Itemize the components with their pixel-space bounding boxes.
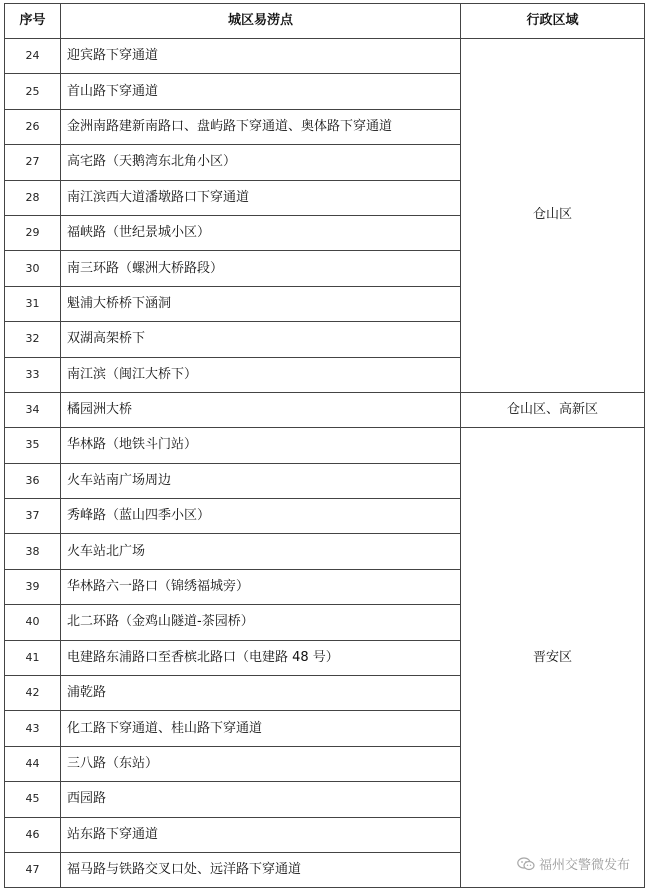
row-location: 南三环路（螺洲大桥路段）	[61, 251, 461, 286]
row-location: 双湖高架桥下	[61, 322, 461, 357]
row-location: 华林路六一路口（锦绣福城旁）	[61, 569, 461, 604]
row-number: 39	[5, 569, 61, 604]
row-number: 35	[5, 428, 61, 463]
row-number: 28	[5, 180, 61, 215]
row-location: 迎宾路下穿通道	[61, 39, 461, 74]
row-location: 站东路下穿通道	[61, 817, 461, 852]
row-number: 36	[5, 463, 61, 498]
row-number: 45	[5, 782, 61, 817]
row-number: 24	[5, 39, 61, 74]
row-location: 南江滨（闽江大桥下）	[61, 357, 461, 392]
header-location: 城区易涝点	[61, 4, 461, 39]
row-number: 25	[5, 74, 61, 109]
row-location: 西园路	[61, 782, 461, 817]
row-location: 南江滨西大道潘墩路口下穿通道	[61, 180, 461, 215]
row-number: 31	[5, 286, 61, 321]
watermark	[517, 854, 630, 873]
row-number: 47	[5, 852, 61, 887]
row-location: 化工路下穿通道、桂山路下穿通道	[61, 711, 461, 746]
row-location: 金洲南路建新南路口、盘屿路下穿通道、奥体路下穿通道	[61, 109, 461, 144]
row-location: 三八路（东站）	[61, 746, 461, 781]
watermark-text: 福州交警微发布	[538, 858, 630, 873]
row-number: 33	[5, 357, 61, 392]
row-number: 30	[5, 251, 61, 286]
row-number: 32	[5, 322, 61, 357]
district-cell-jinan: 晋安区	[461, 428, 645, 888]
row-number: 44	[5, 746, 61, 781]
waterlogging-table	[4, 3, 645, 888]
row-location: 橘园洲大桥	[61, 392, 461, 427]
row-number: 27	[5, 145, 61, 180]
row-location: 秀峰路（蓝山四季小区）	[61, 499, 461, 534]
row-location: 福峡路（世纪景城小区）	[61, 215, 461, 250]
district-cell-cangshan-gaoxin: 仓山区、高新区	[461, 392, 645, 427]
header-seq: 序号	[5, 4, 61, 39]
wechat-icon	[517, 857, 535, 871]
row-location: 火车站北广场	[61, 534, 461, 569]
row-location: 华林路（地铁斗门站）	[61, 428, 461, 463]
district-cell-cangshan: 仓山区	[461, 39, 645, 393]
row-number: 26	[5, 109, 61, 144]
row-location: 福马路与铁路交叉口处、远洋路下穿通道	[61, 852, 461, 887]
row-location: 火车站南广场周边	[61, 463, 461, 498]
table-row	[5, 39, 645, 74]
row-location: 北二环路（金鸡山隧道-茶园桥）	[61, 605, 461, 640]
row-number: 29	[5, 215, 61, 250]
table-row	[5, 392, 645, 427]
row-location: 高宅路（天鹅湾东北角小区）	[61, 145, 461, 180]
row-number: 40	[5, 605, 61, 640]
row-location: 浦乾路	[61, 676, 461, 711]
row-number: 41	[5, 640, 61, 675]
row-location: 魁浦大桥桥下涵洞	[61, 286, 461, 321]
row-number: 43	[5, 711, 61, 746]
table-header-row	[5, 4, 645, 39]
header-district: 行政区域	[461, 4, 645, 39]
row-location: 首山路下穿通道	[61, 74, 461, 109]
row-number: 34	[5, 392, 61, 427]
row-number: 46	[5, 817, 61, 852]
row-location: 电建路东浦路口至香槟北路口（电建路 48 号）	[61, 640, 461, 675]
table-row	[5, 428, 645, 463]
row-number: 42	[5, 676, 61, 711]
row-number: 37	[5, 499, 61, 534]
row-number: 38	[5, 534, 61, 569]
